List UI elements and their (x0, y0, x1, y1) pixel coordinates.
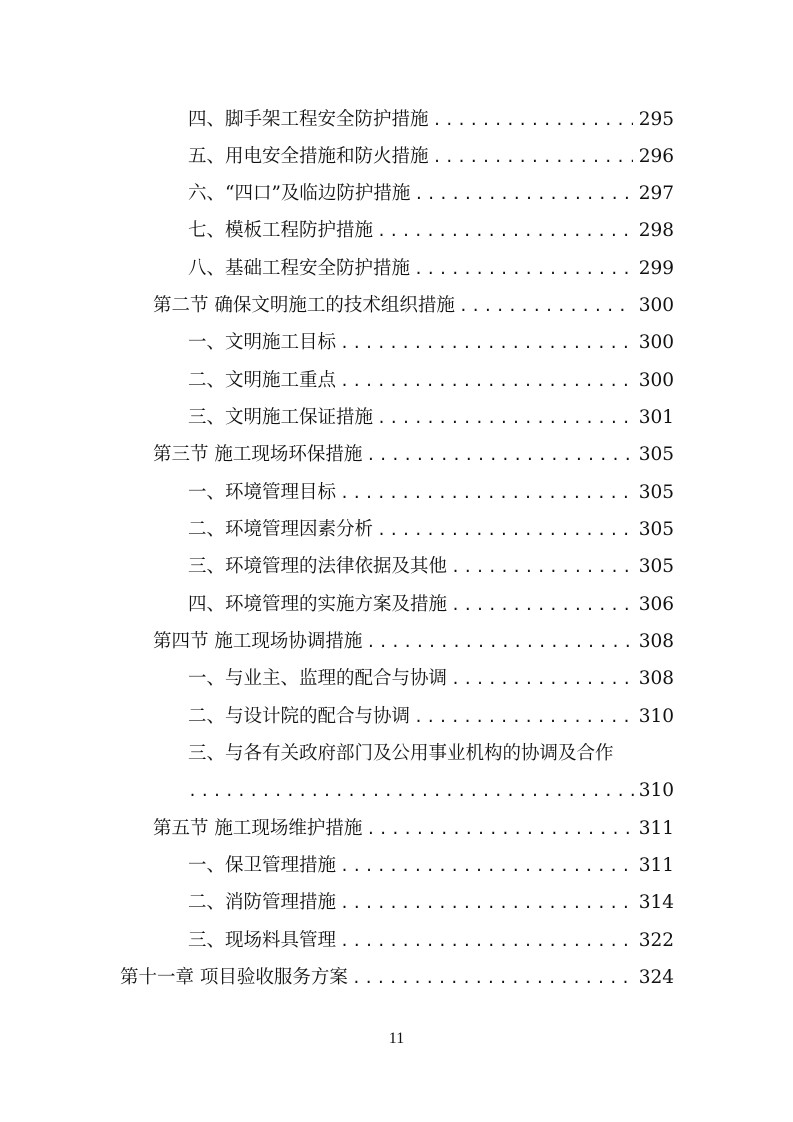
toc-entry[interactable] (188, 179, 674, 209)
toc-entry-page: 305 (638, 444, 674, 465)
toc-entry[interactable] (188, 142, 674, 172)
toc-entry-page: 324 (638, 967, 674, 988)
toc-entry-title: 第四节 施工现场协调措施 (153, 631, 363, 652)
toc-entry-title: 第二节 确保文明施工的技术组织措施 (153, 295, 455, 316)
toc-entry-page: 314 (638, 892, 674, 913)
toc-leader-dots (340, 926, 633, 956)
toc-entry-page: 300 (638, 370, 674, 391)
toc-entry[interactable] (188, 926, 674, 956)
toc-leader-dots (340, 888, 633, 918)
toc-entry-title: 二、环境管理因素分析 (188, 519, 374, 540)
toc-leader-dots (433, 142, 633, 172)
toc-entry-page: 295 (638, 109, 674, 130)
toc-section-entry[interactable] (153, 440, 674, 470)
toc-entry[interactable] (188, 515, 674, 545)
toc-section-entry[interactable] (153, 627, 674, 657)
toc-leader-dots (377, 403, 633, 433)
toc-entry-title: 三、环境管理的法律依据及其他 (188, 556, 448, 577)
toc-entry-title: 二、文明施工重点 (188, 370, 337, 391)
toc-leader-dots (366, 814, 632, 844)
toc-leader-dots (377, 515, 633, 545)
toc-leader-dots (366, 627, 632, 657)
toc-entry-page: 299 (638, 258, 674, 279)
toc-entry-title: 一、保卫管理措施 (188, 855, 337, 876)
toc-leader-dots (340, 366, 633, 396)
toc-entry-page: 305 (638, 482, 674, 503)
toc-leader-dots (451, 552, 633, 582)
toc-entry-page: 301 (638, 407, 674, 428)
toc-entry-page: 305 (638, 556, 674, 577)
toc-leader-dots (451, 590, 633, 620)
toc-entry[interactable] (188, 328, 674, 358)
toc-entry-continuation[interactable] (188, 776, 674, 806)
toc-entry-title: 七、模板工程防护措施 (188, 220, 374, 241)
toc-chapter-entry[interactable] (120, 963, 674, 993)
toc-entry[interactable] (188, 403, 674, 433)
toc-leader-dots (340, 851, 633, 881)
toc-entry-page: 308 (638, 668, 674, 689)
toc-section-entry[interactable] (153, 814, 674, 844)
toc-entry[interactable] (188, 478, 674, 508)
toc-entry-title: 第三节 施工现场环保措施 (153, 444, 363, 465)
toc-entry-page: 298 (638, 220, 674, 241)
toc-entry-title: 三、现场料具管理 (188, 930, 337, 951)
toc-leader-dots (352, 963, 633, 993)
toc-entry-page: 296 (638, 146, 674, 167)
toc-leader-dots (366, 440, 632, 470)
toc-entry-page: 300 (638, 295, 674, 316)
toc-entry-page: 305 (638, 519, 674, 540)
toc-leader-dots (414, 179, 632, 209)
toc-entry[interactable] (188, 552, 674, 582)
toc-entry[interactable] (188, 888, 674, 918)
toc-entry-page: 297 (638, 183, 674, 204)
toc-leader-dots (459, 291, 633, 321)
page-number: 11 (388, 1030, 405, 1047)
toc-entry-title: 二、与设计院的配合与协调 (188, 706, 411, 727)
toc-leader-dots (451, 664, 633, 694)
toc-entry[interactable] (188, 590, 674, 620)
toc-entry-title: 一、与业主、监理的配合与协调 (188, 668, 448, 689)
toc-leader-dots (377, 216, 633, 246)
toc-leader-dots (414, 254, 633, 284)
toc-entry-title: 二、消防管理措施 (188, 892, 337, 913)
toc-leader-dots (188, 776, 637, 806)
toc-entry-page: 306 (638, 594, 674, 615)
toc-entry-title-wrapped[interactable]: 三、与各有关政府部门及公用事业机构的协调及合作 (188, 743, 614, 764)
toc-entry[interactable] (188, 851, 674, 881)
toc-leader-dots (340, 478, 633, 508)
toc-entry-title: 一、文明施工目标 (188, 332, 337, 353)
toc-entry-page: 308 (638, 631, 674, 652)
toc-entry[interactable] (188, 664, 674, 694)
toc-entry[interactable] (188, 254, 674, 284)
toc-entry[interactable] (188, 366, 674, 396)
toc-entry-title: 四、环境管理的实施方案及措施 (188, 594, 448, 615)
toc-entry-page: 322 (638, 930, 674, 951)
toc-entry-page: 310 (638, 780, 674, 801)
toc-entry-title: 四、脚手架工程安全防护措施 (188, 109, 429, 130)
toc-entry-title: 五、用电安全措施和防火措施 (188, 146, 429, 167)
toc-entry-title: 六、“四口”及临边防护措施 (188, 183, 411, 204)
toc-entry-title: 第十一章 项目验收服务方案 (120, 967, 348, 988)
toc-entry-page: 311 (638, 855, 674, 876)
toc-entry-page: 300 (638, 332, 674, 353)
toc-leader-dots (433, 105, 633, 135)
toc-entry-page: 310 (638, 706, 674, 727)
toc-entry[interactable] (188, 702, 674, 732)
toc-entry-page: 311 (638, 818, 674, 839)
toc-section-entry[interactable] (153, 291, 674, 321)
toc-entry[interactable] (188, 216, 674, 246)
toc-entry-title: 三、文明施工保证措施 (188, 407, 374, 428)
toc-entry-title: 一、环境管理目标 (188, 482, 337, 503)
toc-leader-dots (340, 328, 633, 358)
toc-entry-title: 第五节 施工现场维护措施 (153, 818, 363, 839)
toc-entry[interactable] (188, 105, 674, 135)
toc-entry-title: 八、基础工程安全防护措施 (188, 258, 411, 279)
toc-leader-dots (414, 702, 633, 732)
